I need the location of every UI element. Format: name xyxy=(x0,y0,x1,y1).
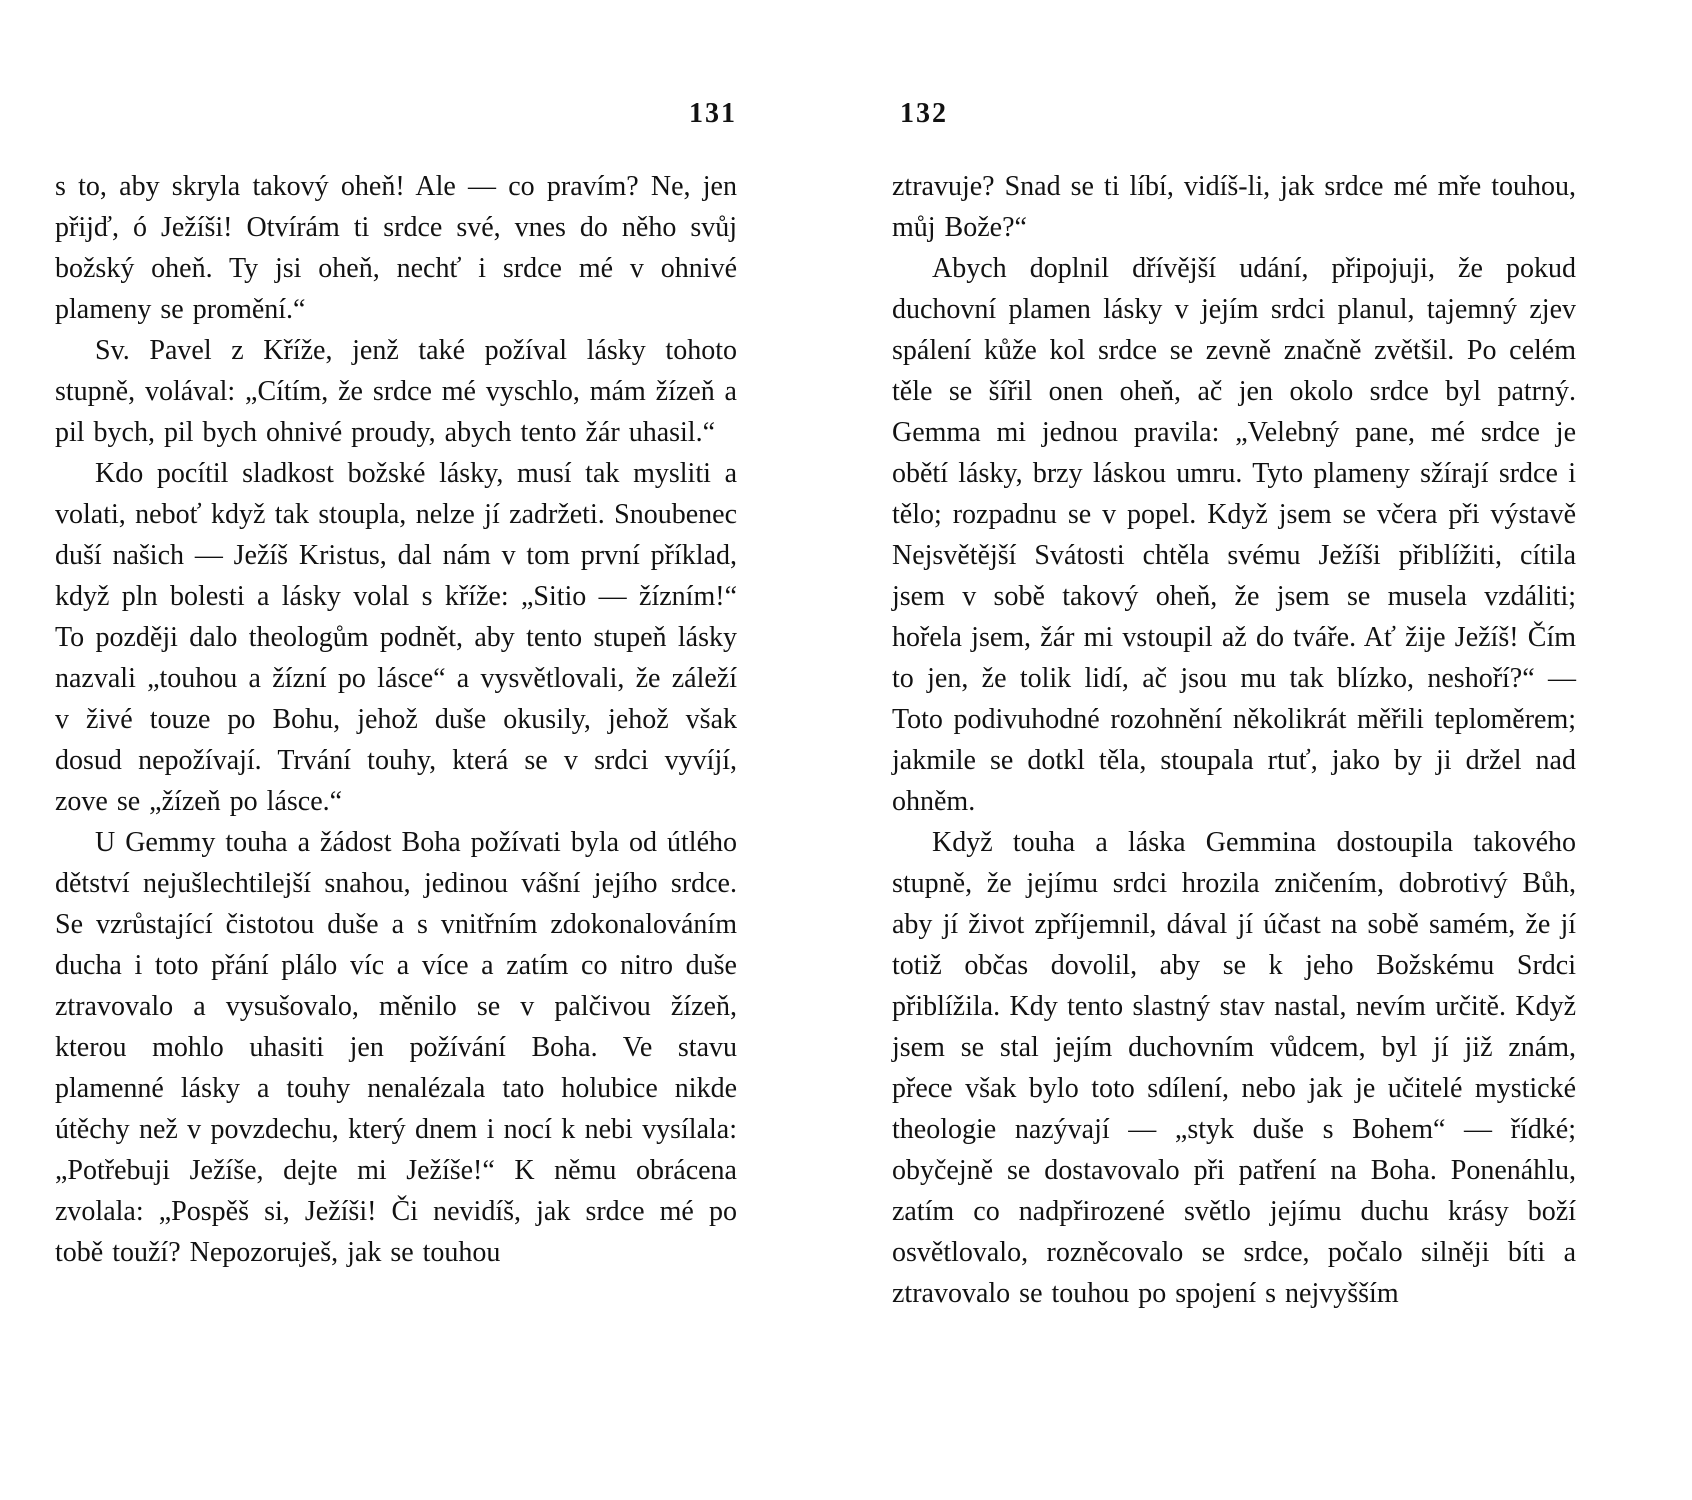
paragraph: U Gemmy touha a žádost Boha požívati byla od útlého dětství nejušlechtilejší snahou, jedinou vášní jejího srdce. Se vzrůstající čistotou duše a s vnitřním zdokonalováním ducha i toto přání plálo víc a více a zatím co nitro duše ztravovalo a vysušovalo, měnilo se v palčivou žízeň, kterou mohlo uhasiti jen požívání Boha. Ve stavu plamenné lásky a touhy nenalézala tato holubice nikde útěchy než v povzdechu, který dnem i nocí k nebi vysílala: „Potřebuji Ježíše, dejte mi Ježíše!“ K němu obrácena zvolala: „Pospěš si, Ježíši! Či nevidíš, jak srdce mé po tobě touží? Nepozoruješ, jak se touhou xyxy=(55,827,737,1268)
paragraph: Abych doplnil dřívější udání, připojuji, že pokud duchovní plamen lásky v jejím srdci planul, tajemný zjev spálení kůže kol srdce se zevně značně zvětšil. Po celém těle se šířil onen oheň, ač jen okolo srdce byl patrný. Gemma mi jednou pravila: „Velebný pane, mé srdce je obětí lásky, brzy láskou umru. Tyto plameny sžírají srdce i tělo; rozpadnu se v popel. Když jsem se včera při výstavě Nejsvětější Svátosti chtěla svému Ježíši přiblížiti, cítila jsem v sobě takový oheň, že jsem se musela vzdáliti; hořela jsem, žár mi vstoupil až do tváře. Ať žije Ježíš! Čím to jen, že tolik lidí, ač jsou mu tak blízko, neshoří?“ — Toto podivuhodné rozohnění několikrát měřili teploměrem; jakmile se dotkl těla, stoupala rtuť, jako by ji držel nad ohněm. xyxy=(892,253,1576,817)
page-text-left xyxy=(55,166,737,1273)
paragraph: Sv. Pavel z Kříže, jenž také požíval lásky tohoto stupně, volával: „Cítím, že srdce mé vyschlo, mám žízeň a pil bych, pil bych ohnivé proudy, abych tento žár uhasil.“ xyxy=(55,335,737,448)
page-text-right xyxy=(892,166,1576,1314)
page-131 xyxy=(55,0,792,1500)
paragraph: Kdo pocítil sladkost božské lásky, musí tak mysliti a volati, neboť když tak stoupla, nelze jí zadržeti. Snoubenec duší našich — Ježíš Kristus, dal nám v tom první příklad, když pln bolesti a lásky volal s kříže: „Sitio — žízním!“ To později dalo theologům podnět, aby tento stupeň lásky nazvali „touhou a žízní po lásce“ a vysvětlovali, že záleží v živé touze po Bohu, jehož duše okusily, jehož však dosud nepožívají. Trvání touhy, která se v srdci vyvíjí, zove se „žízeň po lásce.“ xyxy=(55,458,737,817)
paragraph: s to, aby skryla takový oheň! Ale — co pravím? Ne, jen přijď, ó Ježíši! Otvírám ti srdce své, vnes do něho svůj božský oheň. Ty jsi oheň, nechť i srdce mé v ohnivé plameny se promění.“ xyxy=(55,171,737,325)
paragraph: Když touha a láska Gemmina dostoupila takového stupně, že jejímu srdci hrozila zničením, dobrotivý Bůh, aby jí život zpříjemnil, dával jí účast na sobě samém, že jí totiž občas dovolil, aby se k jeho Božskému Srdci přiblížila. Kdy tento slastný stav nastal, nevím určitě. Když jsem se stal jejím duchovním vůdcem, byl jí již znám, přece však bylo toto sdílení, nebo jak je učitelé mystické theologie nazývají — „styk duše s Bohem“ — řídké; obyčejně se dostavovalo při patření na Boha. Ponenáhlu, zatím co nadpřirozené světlo jejímu duchu krásy boží osvětlovalo, rozněcovalo se srdce, počalo silněji bíti a ztravovalo se touhou po spojení s nejvyšším xyxy=(892,827,1576,1309)
page-132 xyxy=(892,0,1576,1500)
page-number-left: 131 xyxy=(689,98,737,129)
page-number-right: 132 xyxy=(900,98,948,129)
paragraph: ztravuje? Snad se ti líbí, vidíš-li, jak srdce mé mře touhou, můj Bože?“ xyxy=(892,171,1576,243)
